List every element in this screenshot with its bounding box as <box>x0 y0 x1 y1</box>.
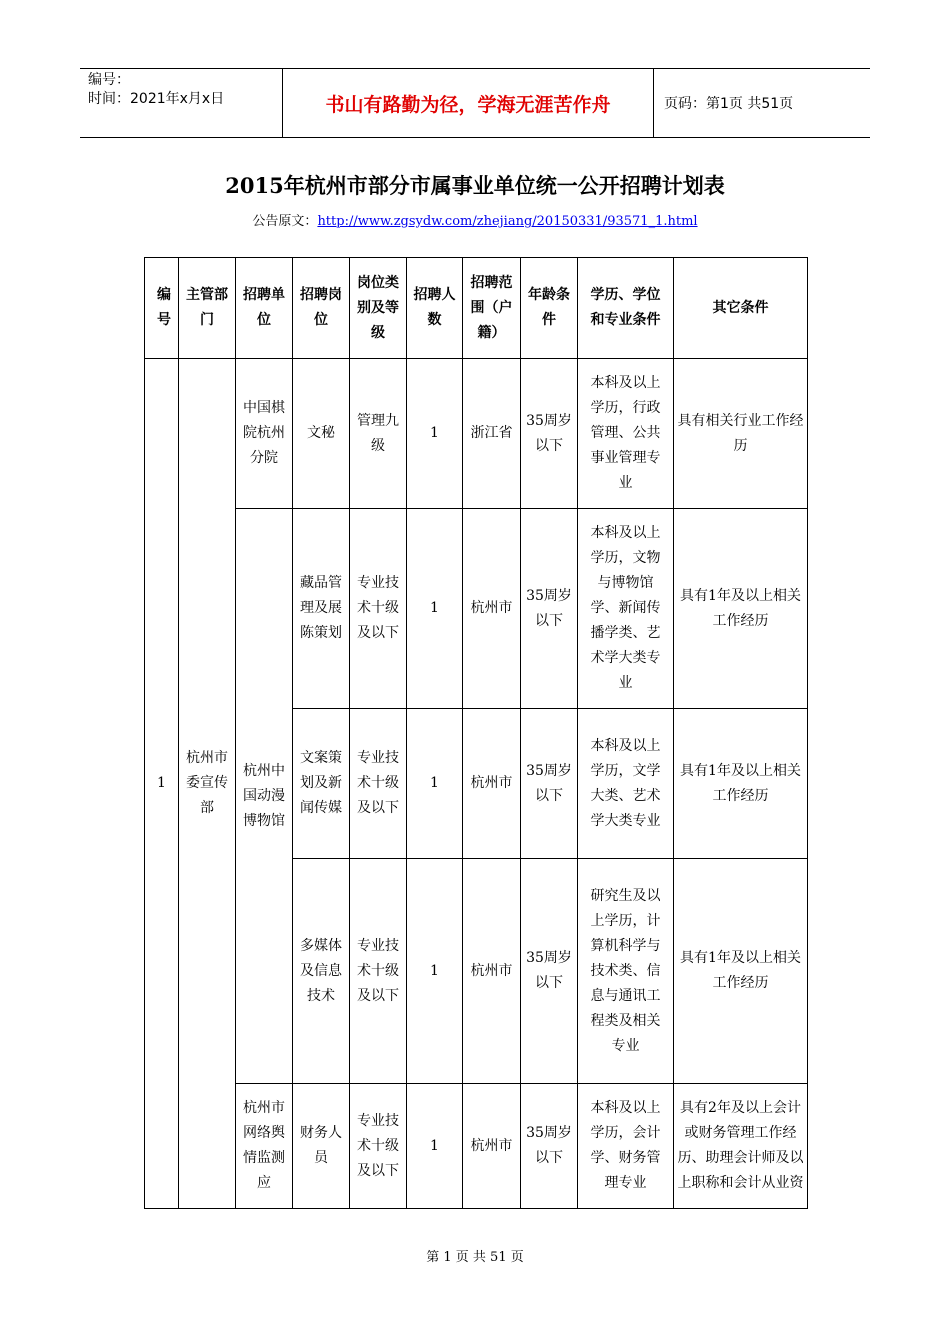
header-meta <box>80 69 282 137</box>
cell-scope: 浙江省 <box>463 359 521 509</box>
cell-scope: 杭州市 <box>463 709 521 859</box>
header-motto: 书山有路勤为径，学海无涯苦作舟 <box>282 69 654 137</box>
cell-level: 专业技术十级及以下 <box>350 1084 407 1209</box>
recruitment-table <box>144 257 808 1209</box>
col-header: 招聘单位 <box>236 258 293 359</box>
cell-count: 1 <box>407 509 463 709</box>
col-header: 岗位类别及等级 <box>350 258 407 359</box>
source-label: 公告原文： <box>252 214 318 229</box>
page-footer: 第 1 页 共 51 页 <box>426 1250 524 1265</box>
cell-education: 本科及以上学历，文物与博物馆学、新闻传播学类、艺术学大类专业 <box>578 509 674 709</box>
document-header <box>80 68 870 138</box>
cell-age: 35周岁以下 <box>521 709 578 859</box>
table-row <box>145 1084 808 1209</box>
source-link[interactable]: http://www.zgsydw.com/zhejiang/20150331/93571_1.html <box>317 214 698 229</box>
header-page-info: 页码：第1页 共51页 <box>664 96 794 112</box>
cell-education: 本科及以上学历，文学大类、艺术学大类专业 <box>578 709 674 859</box>
cell-scope: 杭州市 <box>463 1084 521 1209</box>
col-header: 主管部门 <box>179 258 236 359</box>
cell-position: 藏品管理及展陈策划 <box>293 509 350 709</box>
cell-count: 1 <box>407 1084 463 1209</box>
table-row <box>145 359 808 509</box>
cell-other: 具有相关行业工作经历 <box>674 359 808 509</box>
cell-level: 专业技术十级及以下 <box>350 709 407 859</box>
cell-other: 具有1年及以上相关工作经历 <box>674 709 808 859</box>
col-header: 年龄条件 <box>521 258 578 359</box>
source-line <box>0 210 950 229</box>
cell-education: 本科及以上学历，行政管理、公共事业管理专业 <box>578 359 674 509</box>
cell-unit: 中国棋院杭州分院 <box>236 359 293 509</box>
cell-position: 财务人员 <box>293 1084 350 1209</box>
cell-other: 具有1年及以上相关工作经历 <box>674 859 808 1084</box>
cell-level: 专业技术十级及以下 <box>350 509 407 709</box>
col-header: 招聘范围（户籍） <box>463 258 521 359</box>
cell-unit: 杭州市网络舆情监测应 <box>236 1084 293 1209</box>
number-label: 编号： <box>88 72 130 88</box>
cell-age: 35周岁以下 <box>521 509 578 709</box>
cell-scope: 杭州市 <box>463 509 521 709</box>
col-header: 其它条件 <box>674 258 808 359</box>
col-header: 招聘岗位 <box>293 258 350 359</box>
time-label: 时间：2021年x月x日 <box>88 91 225 107</box>
cell-education: 本科及以上学历，会计学、财务管理专业 <box>578 1084 674 1209</box>
cell-age: 35周岁以下 <box>521 859 578 1084</box>
col-header: 招聘人数 <box>407 258 463 359</box>
page-title: 2015年杭州市部分市属事业单位统一公开招聘计划表 <box>225 173 725 198</box>
cell-number: 1 <box>145 359 179 1209</box>
col-header: 编号 <box>145 258 179 359</box>
cell-other: 具有1年及以上相关工作经历 <box>674 509 808 709</box>
cell-position: 文案策划及新闻传媒 <box>293 709 350 859</box>
table-row <box>145 509 808 709</box>
col-header: 学历、学位和专业条件 <box>578 258 674 359</box>
cell-age: 35周岁以下 <box>521 359 578 509</box>
cell-unit: 杭州中国动漫博物馆 <box>236 509 293 1084</box>
cell-count: 1 <box>407 359 463 509</box>
cell-scope: 杭州市 <box>463 859 521 1084</box>
cell-other: 具有2年及以上会计或财务管理工作经历、助理会计师及以上职称和会计从业资 <box>674 1084 808 1209</box>
table-header-row <box>145 258 808 359</box>
cell-level: 管理九级 <box>350 359 407 509</box>
cell-department: 杭州市委宣传部 <box>179 359 236 1209</box>
cell-position: 文秘 <box>293 359 350 509</box>
cell-position: 多媒体及信息技术 <box>293 859 350 1084</box>
cell-count: 1 <box>407 859 463 1084</box>
cell-level: 专业技术十级及以下 <box>350 859 407 1084</box>
cell-count: 1 <box>407 709 463 859</box>
cell-age: 35周岁以下 <box>521 1084 578 1209</box>
cell-education: 研究生及以上学历，计算机科学与技术类、信息与通讯工程类及相关专业 <box>578 859 674 1084</box>
